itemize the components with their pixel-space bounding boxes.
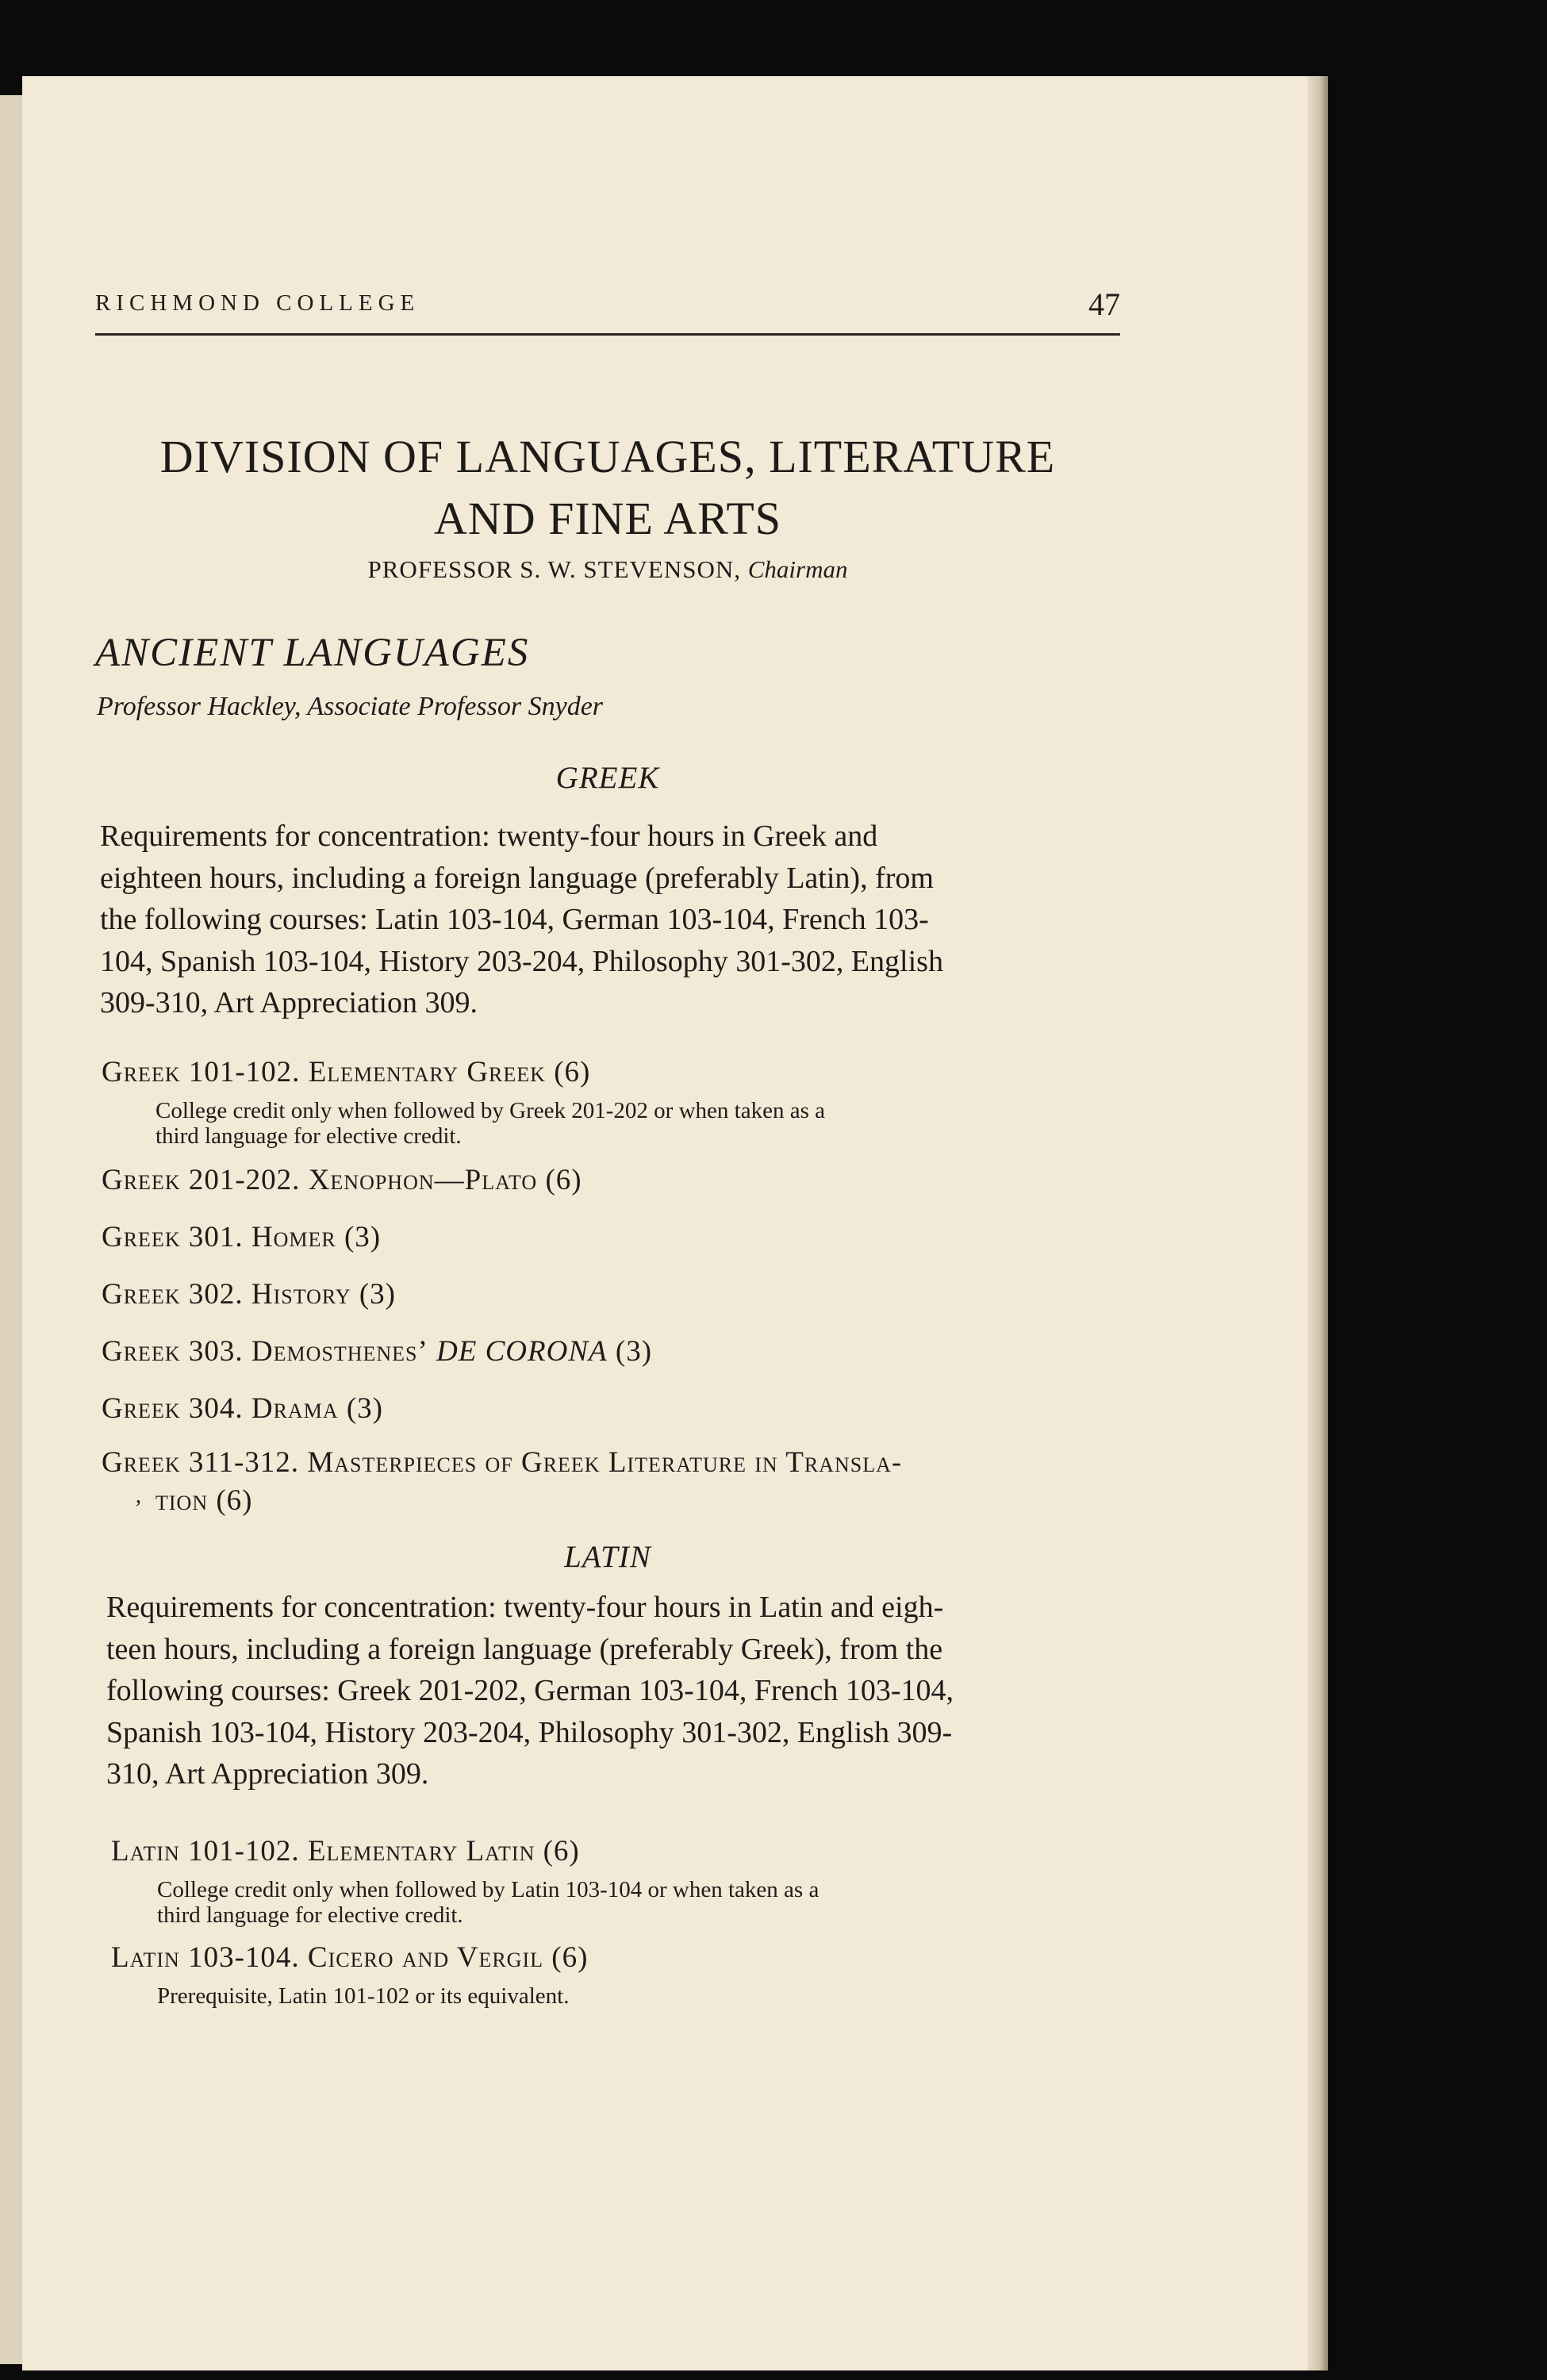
greek-requirements-line: the following courses: Latin 103-104, German 103-104, French 103- [100,903,929,937]
course-greek-311-cont [155,1484,253,1518]
course-name: Cicero and Vergil [307,1941,543,1974]
greek-requirements-line: eighteen hours, including a foreign language (preferably Latin), from [100,861,934,895]
section-professors: Professor Hackley, Associate Professor Snyder [97,692,604,721]
course-number: 201-202. [188,1164,301,1196]
latin-requirements-line: 310, Art Appreciation 309. [106,1757,429,1791]
running-head [95,286,1120,336]
division-title-line-1: DIVISION OF LANGUAGES, LITERATURE [159,431,1056,482]
section-title: ANCIENT LANGUAGES [95,631,530,675]
course-name: Elementary Greek [308,1056,546,1088]
course-note-line: College credit only when followed by Latin 103-104 or when taken as a [157,1877,820,1902]
page-edge-shadow [1307,76,1328,2370]
course-greek-101 [102,1055,590,1089]
course-greek-301 [102,1220,381,1254]
course-latin-101-note [157,1877,819,1928]
course-credit: (3) [346,1392,383,1425]
course-credit: (3) [359,1278,396,1311]
chairman-name: PROFESSOR S. W. STEVENSON, [367,555,741,583]
course-name: Masterpieces of Greek Literature in Transla- [307,1446,903,1479]
course-name: Demosthenes’ [251,1335,428,1368]
course-name: Homer [251,1221,336,1253]
course-dept: Greek [102,1164,181,1196]
course-latin-101 [111,1834,580,1868]
course-dept: Greek [102,1221,181,1253]
course-credit: (6) [216,1484,253,1517]
division-chairman [95,555,1120,584]
course-greek-302 [102,1277,396,1311]
running-head-title: RICHMOND COLLEGE [95,290,420,316]
course-name: Xenophon—Plato [308,1164,538,1196]
latin-requirements [106,1587,1131,1795]
course-number: 302. [188,1278,244,1311]
latin-requirements-line: following courses: Greek 201-202, German 103-104, French 103-104, [106,1674,954,1708]
course-dept: Greek [102,1056,181,1088]
latin-requirements-line: Requirements for concentration: twenty-four hours in Latin and eigh- [106,1591,944,1624]
chairman-role: Chairman [747,555,848,583]
course-latin-103 [111,1940,588,1975]
course-dept: Greek [102,1335,181,1368]
stray-mark: , [136,1484,141,1508]
page-number: 47 [1088,286,1120,322]
greek-requirements-line: Requirements for concentration: twenty-four hours in Greek and [100,820,878,853]
latin-heading: LATIN [564,1540,651,1574]
course-name: Drama [251,1392,339,1425]
course-number: 301. [188,1221,244,1253]
course-note-line: College credit only when followed by Greek 201-202 or when taken as a [155,1098,825,1123]
course-name-cont: tion [155,1484,209,1517]
course-note-line: third language for elective credit. [157,1902,463,1928]
course-greek-304 [102,1392,383,1426]
course-dept: Greek [102,1446,181,1479]
course-credit: (3) [615,1335,653,1368]
course-note-line: third language for elective credit. [155,1123,462,1149]
course-dept: Latin [111,1941,180,1974]
greek-requirements [100,816,1128,1024]
course-credit: (6) [551,1941,589,1974]
course-greek-101-note [155,1098,825,1149]
course-name: History [251,1278,351,1311]
course-name: Elementary Latin [307,1835,536,1868]
course-latin-103-note: Prerequisite, Latin 101-102 or its equivalent. [157,1983,570,2009]
latin-requirements-line: Spanish 103-104, History 203-204, Philosophy 301-302, English 309- [106,1715,953,1749]
greek-requirements-line: 309-310, Art Appreciation 309. [100,986,478,1020]
course-greek-201 [102,1163,582,1197]
course-number: 304. [188,1392,244,1425]
course-number: 101-102. [188,1835,300,1868]
course-number: 101-102. [188,1056,301,1088]
course-number: 303. [188,1335,244,1368]
course-dept: Greek [102,1392,181,1425]
greek-heading: GREEK [555,761,660,795]
course-number: 103-104. [188,1941,300,1974]
greek-requirements-line: 104, Spanish 103-104, History 203-204, Philosophy 301-302, English [100,944,943,978]
course-dept: Greek [102,1278,181,1311]
course-credit: (3) [344,1221,382,1253]
course-greek-311 [102,1445,902,1480]
course-name-italic: DE CORONA [436,1335,608,1368]
course-credit: (6) [545,1164,582,1196]
course-dept: Latin [111,1835,180,1868]
latin-requirements-line: teen hours, including a foreign language (preferably Greek), from the [106,1632,943,1666]
course-number: 311-312. [188,1446,300,1479]
adjacent-page-edge [0,95,24,2364]
division-title-line-2: AND FINE ARTS [433,493,782,544]
course-greek-303 [102,1334,652,1368]
course-credit: (6) [554,1056,591,1088]
course-credit: (6) [543,1835,580,1868]
